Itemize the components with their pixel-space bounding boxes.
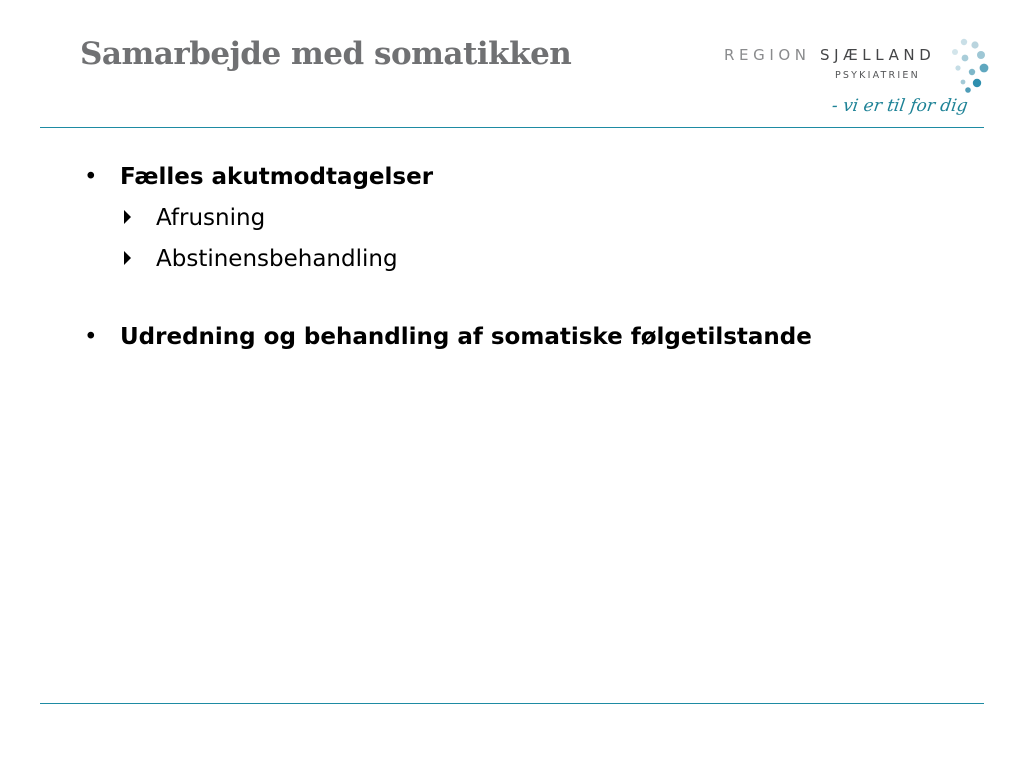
logo-unit-text: PSYKIATRIEN	[835, 70, 920, 81]
logo-dots-icon	[944, 38, 990, 94]
logo-tagline: - vi er til for dig	[830, 96, 969, 116]
logo-region-name: SJÆLLAND	[819, 46, 936, 64]
bullet-dot-icon: •	[84, 164, 98, 190]
bullet-text: Fælles akutmodtagelser	[120, 164, 434, 190]
bullet-item	[84, 160, 994, 194]
sub-item-text: Afrusning	[156, 205, 266, 231]
triangle-right-icon	[124, 251, 131, 265]
footer-divider	[40, 703, 984, 704]
slide-content	[84, 160, 994, 354]
sub-list-item	[124, 198, 994, 239]
bullet-text: Udredning og behandling af somatiske følgetilstande	[120, 324, 812, 350]
region-sjaelland-logo	[720, 38, 990, 128]
sub-item-text: Abstinensbehandling	[156, 246, 398, 272]
logo-region-text	[724, 46, 935, 64]
triangle-right-icon	[124, 210, 131, 224]
header-divider	[40, 127, 984, 128]
sub-list-item	[124, 239, 994, 280]
bullet-item	[84, 320, 994, 354]
bullet-dot-icon: •	[84, 324, 98, 350]
sub-list	[124, 198, 994, 280]
slide-title: Samarbejde med somatikken	[80, 36, 572, 72]
logo-region-word: REGION	[724, 46, 811, 64]
bullet-spacer	[84, 280, 994, 320]
